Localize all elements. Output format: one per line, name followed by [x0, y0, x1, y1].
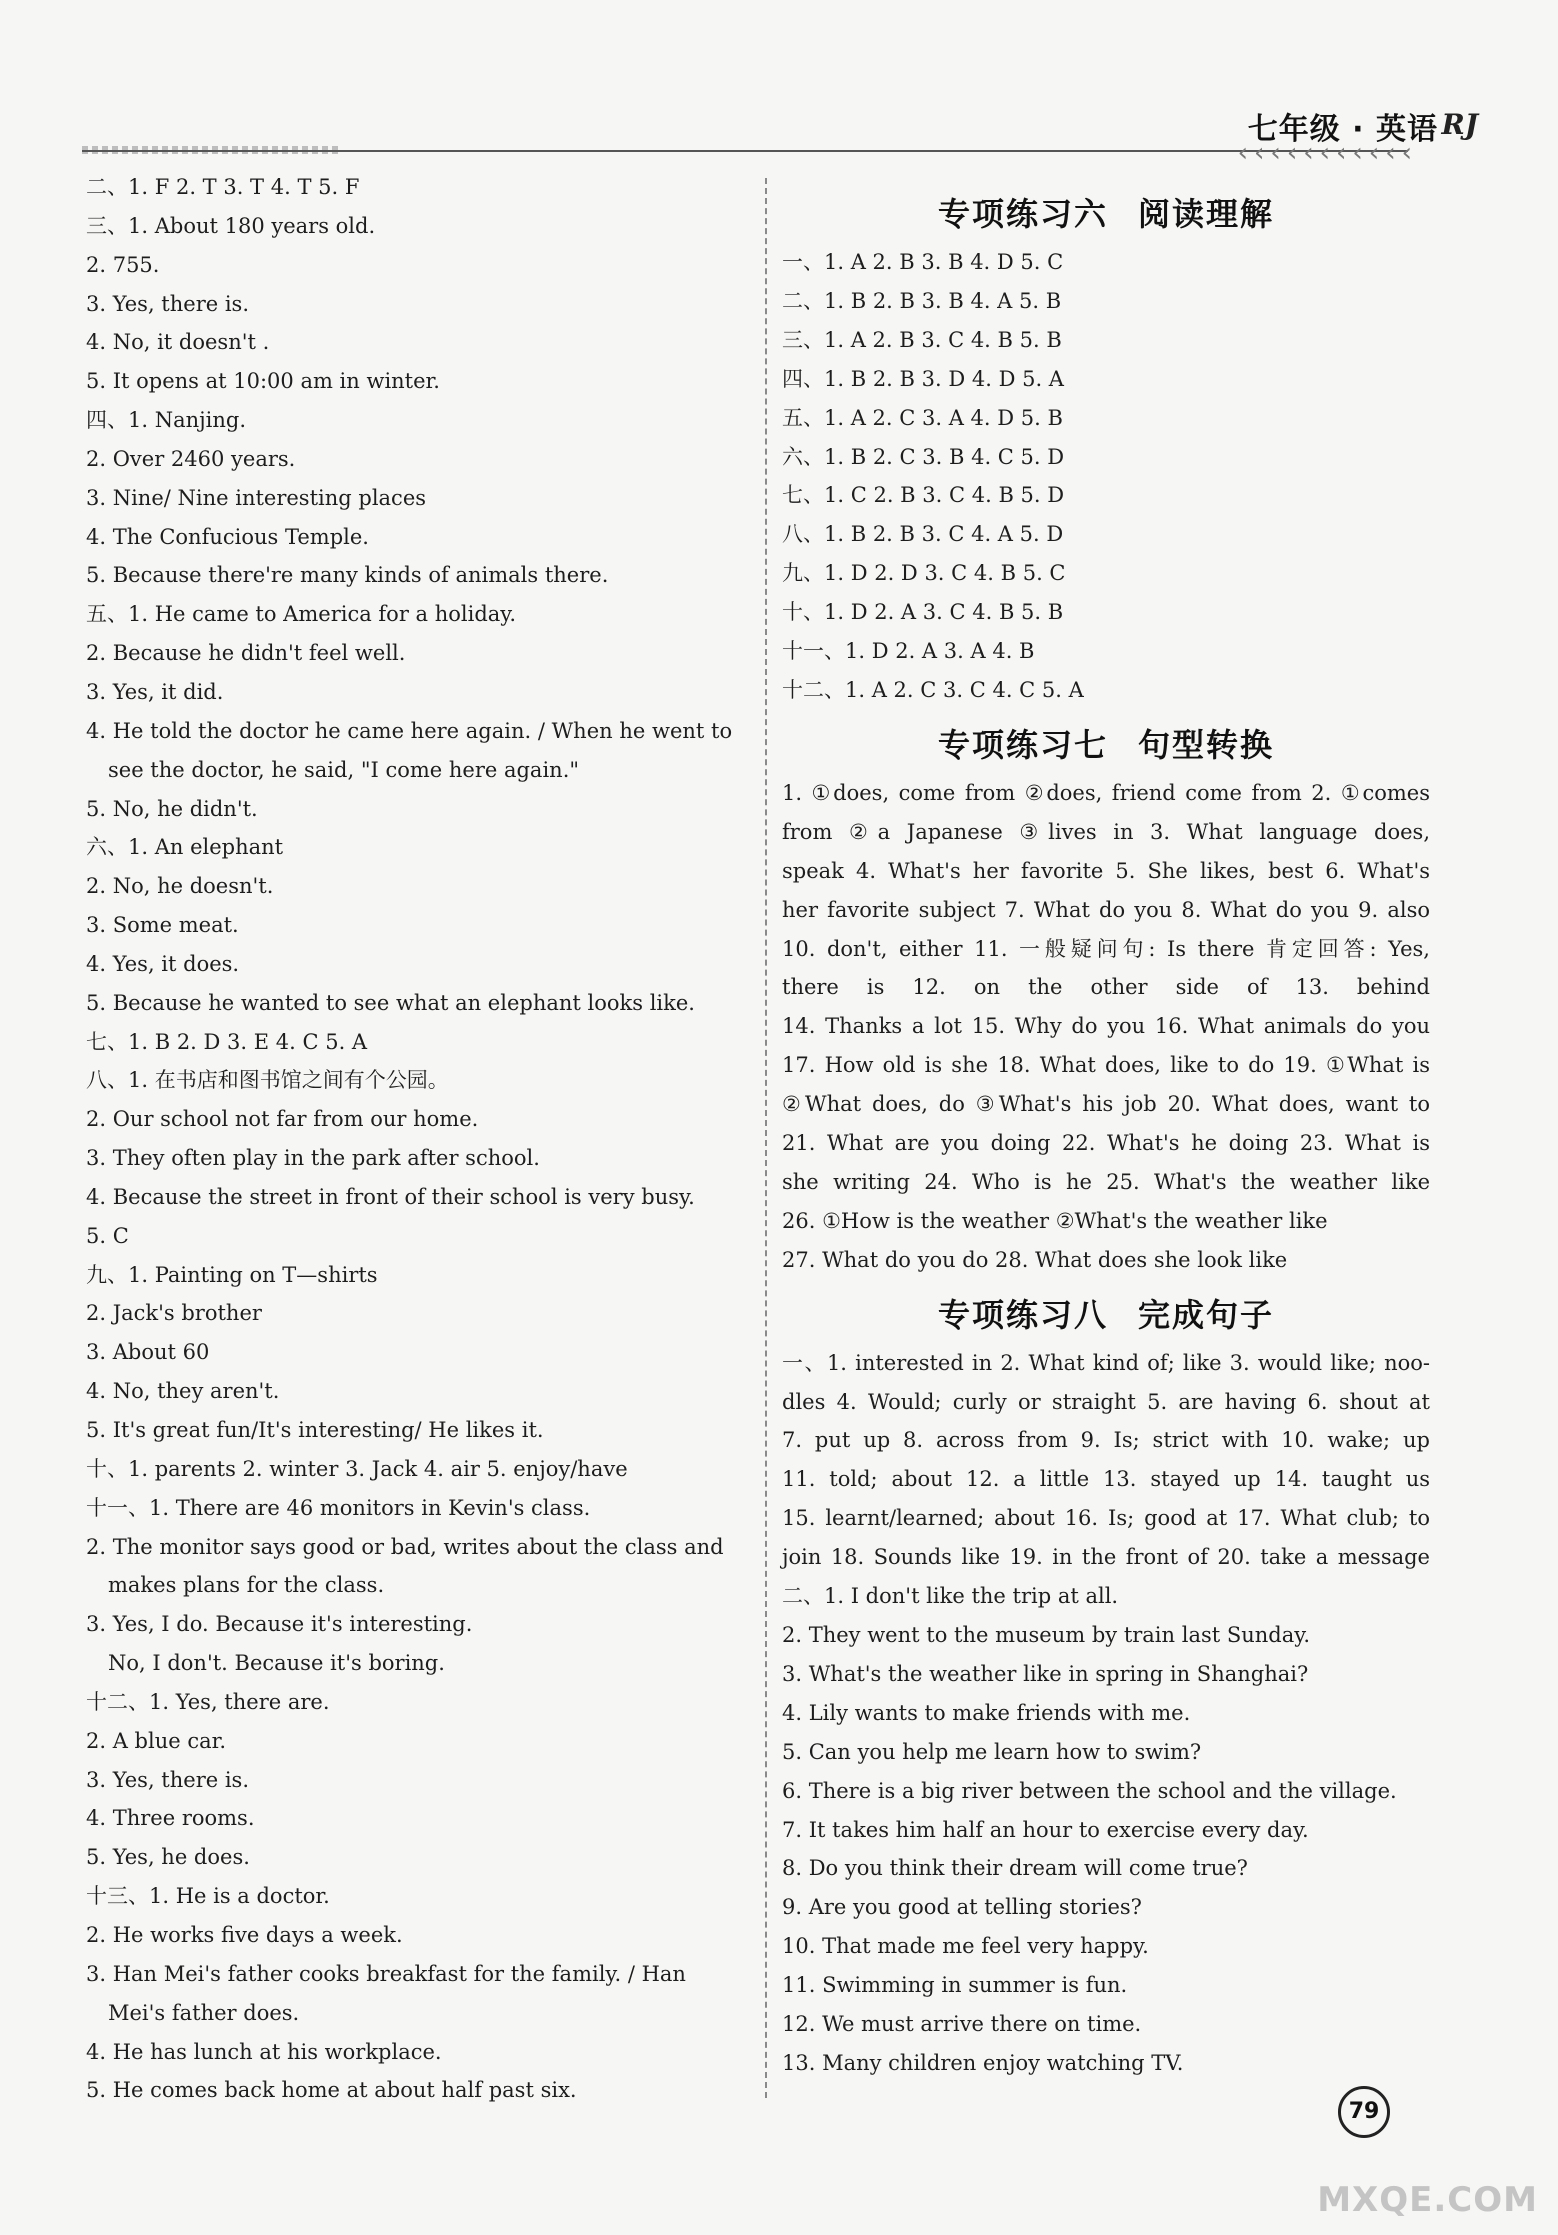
answer-line: 4. Lily wants to make friends with me.: [782, 1700, 1191, 1725]
answer-line: 2. They went to the museum by train last Sunday.: [782, 1623, 1311, 1647]
column-divider: [765, 178, 767, 2098]
answer-line: from ②a Japanese ③lives in 3. What language does,: [782, 819, 1430, 844]
answer-line: 17. How old is she 18. What does, like to do 19. ①What is: [782, 1053, 1430, 1078]
answer-line: 7. It takes him half an hour to exercise every day.: [782, 1817, 1309, 1842]
answer-line: 三、1. A 2. B 3. C 4. B 5. B: [782, 327, 1062, 352]
answer-line: 4. Because the street in front of their school is very busy.: [86, 1184, 695, 1209]
answer-line: 27. What do you do 28. What does she look like: [782, 1247, 1288, 1272]
answer-line: 2. The monitor says good or bad, writes about the class and: [86, 1534, 724, 1559]
answer-line: 一、1. A 2. B 3. B 4. D 5. C: [782, 250, 1064, 274]
answer-line: 2. Our school not far from our home.: [86, 1107, 479, 1132]
answer-line: 2. He works five days a week.: [86, 1922, 403, 1947]
answer-line: 5. Can you help me learn how to swim?: [782, 1739, 1202, 1764]
answer-line: 九、1. D 2. D 3. C 4. B 5. C: [782, 561, 1066, 586]
answer-line: 2. Jack's brother: [86, 1301, 262, 1326]
left-column-answers: [86, 168, 736, 2110]
answer-line: Mei's father does.: [108, 2000, 300, 2025]
answer-line: 十、1. D 2. A 3. C 4. B 5. B: [782, 600, 1064, 625]
section-6-title-a: 专项练习六: [937, 195, 1108, 233]
answer-line: 4. No, they aren't.: [86, 1379, 280, 1404]
answer-line: 一、1. interested in 2. What kind of; like 3. would like; noo-: [782, 1350, 1430, 1375]
answer-line: 14. Thanks a lot 15. Why do you 16. What animals do you: [782, 1014, 1430, 1039]
answer-line: 5. Because there're many kinds of animals there.: [86, 563, 609, 588]
answer-line: 2. Because he didn't feel well.: [86, 641, 406, 666]
answer-line: 六、1. B 2. C 3. B 4. C 5. D: [782, 444, 1065, 469]
section-7-title-b: 句型转换: [1138, 725, 1275, 764]
answer-line: dles 4. Would; curly or straight 5. are having 6. shout at: [782, 1389, 1430, 1414]
answer-line: 4. He has lunch at his workplace.: [86, 2039, 442, 2064]
answer-line: 7. put up 8. across from 9. Is; strict with 10. wake; up: [782, 1428, 1430, 1453]
answer-line: ②What does, do ③What's his job 20. What does, want to: [782, 1092, 1430, 1117]
answer-line: 11. Swimming in summer is fun.: [782, 1973, 1128, 1998]
answer-line: 3. What's the weather like in spring in Shanghai?: [782, 1661, 1309, 1686]
answer-line: 4. Three rooms.: [86, 1806, 255, 1831]
answer-line: 3. Yes, there is.: [86, 1767, 250, 1792]
answer-line: 十一、1. D 2. A 3. A 4. B: [782, 639, 1035, 664]
answer-line: 九、1. Painting on T—shirts: [86, 1262, 378, 1287]
answer-line: 五、1. A 2. C 3. A 4. D 5. B: [782, 405, 1063, 430]
section-6-title: [782, 185, 1430, 243]
section-8-answers: [782, 1344, 1430, 2083]
answer-line: 5. It opens at 10:00 am in winter.: [86, 369, 440, 394]
answer-line: 5. He comes back home at about half past six.: [86, 2078, 577, 2103]
answer-line: 15. learnt/learned; about 16. Is; good at 17. What club; to: [782, 1506, 1430, 1531]
answer-line: she writing 24. Who is he 25. What's the weather like: [782, 1169, 1430, 1194]
answer-line: 3. They often play in the park after school.: [86, 1146, 540, 1171]
section-7-answers: [782, 774, 1430, 1280]
answer-line: her favorite subject 7. What do you 8. What do you 9. also: [782, 897, 1430, 922]
answer-line: 3. Nine/ Nine interesting places: [86, 485, 427, 510]
answer-line: 八、1. B 2. B 3. C 4. A 5. D: [782, 522, 1064, 547]
answer-line: 5. C: [86, 1223, 129, 1248]
answer-line: 5. Because he wanted to see what an elephant looks like.: [86, 990, 695, 1015]
answer-line: 8. Do you think their dream will come true?: [782, 1856, 1248, 1881]
answer-line: 4. No, it doesn't .: [86, 330, 270, 355]
answer-line: 十二、1. A 2. C 3. C 4. C 5. A: [782, 677, 1084, 702]
answer-line: 3. Han Mei's father cooks breakfast for the family. / Han: [86, 1961, 686, 1986]
answer-line: 二、1. B 2. B 3. B 4. A 5. B: [782, 288, 1062, 313]
section-6-title-b: 阅读理解: [1138, 195, 1275, 233]
answer-line: 5. Yes, he does.: [86, 1845, 250, 1870]
watermark: MXQE.COM: [1317, 2180, 1538, 2220]
answer-line: 七、1. B 2. D 3. E 4. C 5. A: [86, 1029, 368, 1054]
answer-line: there is 12. on the other side of 13. behind: [782, 975, 1430, 1000]
answer-line: 二、1. I don't like the trip at all.: [782, 1584, 1119, 1609]
answer-line: 13. Many children enjoy watching TV.: [782, 2050, 1184, 2075]
answer-line: 3. Yes, I do. Because it's interesting.: [86, 1612, 473, 1637]
answer-line: 十二、1. Yes, there are.: [86, 1689, 330, 1714]
answer-line: 八、1. 在书店和图书馆之间有个公园。: [86, 1068, 449, 1093]
answer-line: join 18. Sounds like 19. in the front of 20. take a message: [782, 1545, 1430, 1570]
answer-line: 十一、1. There are 46 monitors in Kevin's class.: [86, 1495, 591, 1520]
answer-line: 11. told; about 12. a little 13. stayed up 14. taught us: [782, 1467, 1430, 1492]
answer-line: speak 4. What's her favorite 5. She likes, best 6. What's: [782, 858, 1430, 883]
answer-line: 4. Yes, it does.: [86, 951, 240, 976]
answer-line: see the doctor, he said, "I come here again.": [108, 757, 580, 782]
section-6-answers: [782, 243, 1430, 710]
answer-line: 12. We must arrive there on time.: [782, 2012, 1142, 2037]
edition-mark: RJ: [1441, 108, 1478, 141]
answer-line: 2. 755.: [86, 252, 160, 277]
chevrons-decoration: ‹‹‹‹‹‹‹‹‹‹‹: [1237, 138, 1418, 168]
answer-line: makes plans for the class.: [108, 1573, 385, 1598]
answer-line: 十三、1. He is a doctor.: [86, 1884, 330, 1909]
section-8-title: [782, 1286, 1430, 1344]
answer-line: 10. That made me feel very happy.: [782, 1934, 1149, 1959]
section-8-title-a: 专项练习八: [937, 1295, 1108, 1334]
section-8-title-b: 完成句子: [1138, 1295, 1275, 1334]
answer-line: 3. Yes, there is.: [86, 291, 250, 316]
page-number: 79: [1338, 2086, 1390, 2138]
answer-line: 4. The Confucious Temple.: [86, 524, 369, 549]
answer-line: 9. Are you good at telling stories?: [782, 1895, 1142, 1920]
answer-line: 3. Some meat.: [86, 913, 239, 938]
answer-line: 5. It's great fun/It's interesting/ He likes it.: [86, 1418, 544, 1442]
answer-line: No, I don't. Because it's boring.: [108, 1651, 445, 1676]
answer-line: 21. What are you doing 22. What's he doing 23. What is: [782, 1131, 1430, 1156]
answer-line: 2. A blue car.: [86, 1728, 227, 1753]
answer-line: 26. ①How is the weather ②What's the weather like: [782, 1208, 1328, 1233]
answer-line: 6. There is a big river between the school and the village.: [782, 1778, 1397, 1803]
answer-line: 10. don't, either 11. 一般疑问句: Is there 肯定回答: Yes,: [782, 936, 1430, 961]
answer-line: 3. About 60: [86, 1340, 210, 1365]
page-header-title: 七年级 · 英语: [1247, 112, 1438, 147]
answer-line: 2. No, he doesn't.: [86, 874, 274, 899]
answer-line: 七、1. C 2. B 3. C 4. B 5. D: [782, 483, 1065, 508]
answer-line: 五、1. He came to America for a holiday.: [86, 602, 517, 627]
answer-line: 3. Yes, it did.: [86, 679, 224, 704]
answer-line: 三、1. About 180 years old.: [86, 213, 376, 238]
answer-line: 2. Over 2460 years.: [86, 446, 296, 471]
section-7-title-a: 专项练习七: [937, 725, 1108, 764]
answer-line: 二、1. F 2. T 3. T 4. T 5. F: [86, 175, 360, 199]
answer-line: 1. ①does, come from ②does, friend come from 2. ①comes: [782, 780, 1430, 805]
answer-line: 四、1. Nanjing.: [86, 408, 247, 433]
answer-line: 六、1. An elephant: [86, 835, 284, 860]
answer-line: 5. No, he didn't.: [86, 796, 258, 821]
header-rule: [82, 150, 1408, 152]
answer-line: 十、1. parents 2. winter 3. Jack 4. air 5. enjoy/have: [86, 1456, 628, 1481]
right-column-answers: [782, 185, 1430, 2083]
answer-line: 4. He told the doctor he came here again. / When he went to: [86, 718, 733, 743]
answer-line: 四、1. B 2. B 3. D 4. D 5. A: [782, 366, 1064, 391]
section-7-title: [782, 716, 1430, 774]
